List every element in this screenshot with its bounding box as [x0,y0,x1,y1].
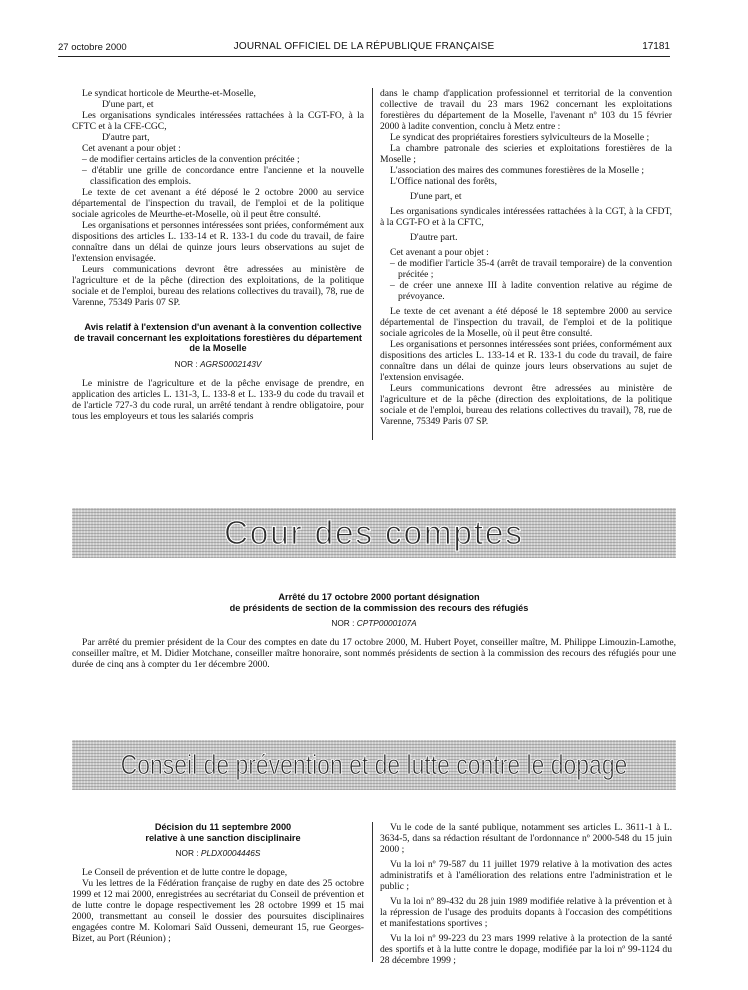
banner-title: Conseil de prévention et de lutte contre le dopage [120,749,628,780]
paragraph: D'une part, et [102,99,154,110]
nor-code: CPTP0000107A [356,618,417,628]
nor-code: AGRS0002143V [200,358,262,369]
paragraph: Le texte de cet avenant a été déposé le 18 septembre 2000 au service départemental de l'inspection du travail, de l'emploi et de la politique sociale agricoles de la Moselle, où il peut être consulté. [380,306,672,339]
paragraph: Le syndicat des propriétaires forestiers sylviculteurs de la Moselle ; [390,132,650,143]
top-right-column [380,88,672,427]
paragraph: Par arrêté du premier président de la Cour des comptes en date du 17 octobre 2000, M. Hubert Poyet, conseiller maître, M. Philippe Limouzin-Lamothe, conseiller maître, et M. Didier Motchane, conseiller maître honoraire, sont nommés présidents de section à la commission des recours des réfugiés pour une durée de cinq ans à compter du 1er décembre 2000. [72,637,676,670]
paragraph: Cet avenant a pour objet : [390,247,489,258]
nor-label: NOR : [331,618,355,628]
paragraph: Vu la loi nº 99-223 du 23 mars 1999 relative à la protection de la santé des sportifs et à la lutte contre le dopage, modifiée par la loi nº 99-1124 du 28 décembre 1999 ; [380,933,672,966]
page-header [58,40,670,57]
paragraph: Vu les lettres de la Fédération française de rugby en date des 25 octobre 1999 et 12 mai 2000, enregistrées au secrétariat du Conseil de prévention et de lutte contre le dopage respectivement les 28 octobre 1999 et 15 mai 2000, transmettant au conseil le dossier des poursuites disciplinaires engagées contre M. Kolomari Saïd Ousseni, demeurant 15, rue Georges-Bizet, au Port (Réunion) ; [72,878,364,944]
conseil-banner [72,740,676,790]
nor-label: NOR : [175,848,199,858]
paragraph: D'une part, et [410,191,462,202]
issue-date: 27 octobre 2000 [58,42,127,53]
cour-des-comptes-banner [72,508,676,558]
paragraph: Leurs communications devront être adressées au ministère de l'agriculture et de la pêche (direction des exploitations, de la politique sociale et de l'emploi, bureau des relations collectives du travail), 78, rue de Varenne, 75349 Paris 07 SP. [380,383,672,427]
list-item: – de modifier certains articles de la convention précitée ; [82,154,300,165]
top-left-column [72,88,364,422]
paragraph: Cet avenant a pour objet : [82,143,181,154]
paragraph: Les organisations syndicales intéressées rattachées à la CGT, à la CFDT, à la CGT-FO et à la CFTC, [380,206,672,228]
decision-nor [72,848,364,859]
decision-title-line2: relative à une sanction disciplinaire [145,832,301,843]
paragraph: L'Office national des forêts, [390,176,498,187]
paragraph: Le Conseil de prévention et de lutte contre le dopage, [82,867,288,878]
bottom-right-column [380,822,672,966]
bottom-left-column [72,822,364,944]
page-number: 17181 [642,41,670,52]
nor-code: PLDX0004446S [200,848,261,858]
cour-section [72,592,676,670]
paragraph: Le syndicat horticole de Meurthe-et-Moselle, [82,88,256,99]
paragraph: Vu le code de la santé publique, notamment ses articles L. 3611-1 à L. 3634-5, dans sa rédaction résultant de l'ordonnance nº 2000-548 du 15 juin 2000 ; [380,822,672,855]
list-item: – d'établir une grille de concordance entre l'ancienne et la nouvelle classification des emplois. [82,165,364,187]
paragraph: Les organisations syndicales intéressées rattachées à la CGT-FO, à la CFTC et à la CFE-CGC, [72,110,364,132]
paragraph: Les organisations et personnes intéressées sont priées, conformément aux dispositions des articles L. 133-14 et R. 133-1 du code du travail, de faire connaître dans un délai de quinze jours leurs observations au sujet de l'extension envisagée. [380,339,672,383]
decision-title-line1: Décision du 11 septembre 2000 [154,822,292,832]
banner-title: Cour des comptes [224,514,524,551]
paragraph: Le texte de cet avenant a été déposé le 2 octobre 2000 au service départemental de l'inspection du travail, de l'emploi et de la politique sociale agricoles de Meurthe-et-Moselle, où il peut être consulté. [72,187,364,220]
arrete-title-line1: Arrêté du 17 octobre 2000 portant désignation [278,592,480,602]
arrete-nor [72,618,676,629]
list-item: – de créer une annexe III à ladite convention relative au régime de prévoyance. [390,280,672,302]
paragraph: Vu la loi nº 79-587 du 11 juillet 1979 relative à la motivation des actes administratifs et à l'amélioration des relations entre l'administration et le public ; [380,859,672,892]
nor-label: NOR : [174,358,198,369]
avis-nor [72,359,364,370]
paragraph: Les organisations et personnes intéressées sont priées, conformément aux dispositions des articles L. 133-14 et R. 133-1 du code du travail, de faire connaître dans un délai de quinze jours leurs observations au sujet de l'extension envisagée. [72,220,364,264]
paragraph: Vu la loi nº 89-432 du 28 juin 1989 modifiée relative à la prévention et à la répression de l'usage des produits dopants à l'occasion des compétitions et manifestations sportives ; [380,896,672,929]
column-divider [372,88,373,440]
paragraph: dans le champ d'application professionnel et territorial de la convention collective de travail du 23 mars 1962 concernant les exploitations forestières du département de la Moselle, l'avenant nº 103 du 15 février 2000 à ladite convention, conclu à Metz entre : [380,88,672,132]
paragraph: L'association des maires des communes forestières de la Moselle ; [390,165,645,176]
paragraph: Le ministre de l'agriculture et de la pêche envisage de prendre, en application des articles L. 131-3, L. 133-8 et L. 133-9 du code du travail et de l'article 727-3 du code rural, un arrêté tendant à rendre obligatoire, pour tous les employeurs et tous les salariés compris [72,377,364,422]
paragraph: D'autre part, [102,132,150,143]
journal-title: JOURNAL OFFICIEL DE LA RÉPUBLIQUE FRANÇAISE [233,41,495,52]
avis-section [72,322,364,422]
list-item: – de modifier l'article 35-4 (arrêt de travail temporaire) de la convention précitée ; [390,258,672,280]
paragraph: La chambre patronale des scieries et exploitations forestières de la Moselle ; [380,143,672,165]
paragraph: Leurs communications devront être adressées au ministère de l'agriculture et de la pêche (direction des exploitations, de la politique sociale et de l'emploi, bureau des relations collectives du travail), 78, rue de Varenne, 75349 Paris 07 SP. [72,264,364,308]
column-divider [372,822,373,962]
paragraph: D'autre part. [410,232,458,243]
arrete-title-line2: de présidents de section de la commission des recours des réfugiés [229,602,529,613]
avis-title: Avis relatif à l'extension d'un avenant à la convention collective de travail concernant les exploitations forestières du département de la Moselle [74,322,362,353]
